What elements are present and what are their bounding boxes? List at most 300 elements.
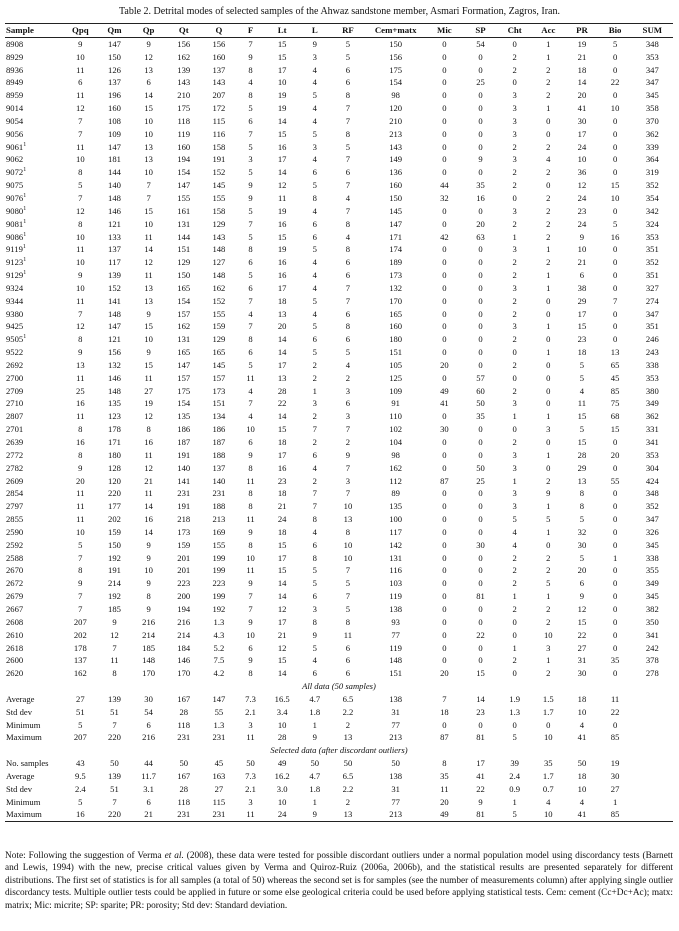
table-cell: 117 — [389, 526, 402, 537]
table-cell: 15 — [577, 411, 587, 422]
table-cell: 200 — [177, 591, 191, 602]
stats-cell: 5 — [512, 809, 517, 820]
table-cell: 157 — [212, 372, 226, 383]
table-row — [5, 308, 673, 321]
stats-cell: 1 — [312, 796, 317, 807]
table-cell: 19 — [144, 398, 153, 409]
table-cell: 25 — [476, 77, 485, 88]
table-cell: 338 — [645, 552, 659, 563]
sample-cell — [5, 500, 63, 513]
table-cell: 25 — [76, 385, 85, 396]
table-cell: 178 — [108, 424, 121, 435]
table-cell: 156 — [177, 38, 191, 49]
table-cell: 1 — [546, 655, 551, 666]
stats-cell: 6 — [146, 719, 151, 730]
table-cell: 2 — [512, 359, 517, 370]
sample-footnote-mark: 1 — [23, 167, 27, 174]
table-cell: 10 — [610, 192, 620, 203]
sample-id: 9119 — [6, 244, 23, 255]
table-cell: 146 — [108, 372, 121, 383]
table-cell: 5 — [312, 90, 317, 101]
table-cell: 9 — [112, 616, 117, 627]
table-cell: 180 — [108, 449, 121, 460]
table-cell: 173 — [177, 526, 191, 537]
table-cell: 6 — [345, 167, 351, 178]
sample-id: 9505 — [6, 334, 24, 345]
stats-row — [5, 770, 673, 783]
table-cell: 13 — [577, 475, 587, 486]
table-cell: 15 — [277, 424, 287, 435]
table-cell: 18 — [577, 64, 587, 75]
table-cell: 151 — [389, 347, 403, 358]
sample-id: 2797 — [6, 501, 24, 512]
stats-cell: 7.3 — [245, 693, 256, 704]
table-cell: 2 — [512, 385, 517, 396]
sample-cell — [5, 218, 63, 231]
table-cell: 0 — [478, 51, 483, 62]
table-cell: 0 — [442, 244, 447, 255]
table-cell: 32 — [440, 192, 449, 203]
table-cell: 6 — [248, 437, 253, 447]
table-cell: 223 — [177, 578, 191, 589]
stats-cell: 10 — [577, 706, 587, 717]
table-cell: 0 — [442, 205, 447, 216]
table-cell: 0 — [512, 77, 517, 88]
table-cell: 350 — [645, 616, 659, 627]
stats-cell: 13 — [343, 809, 353, 820]
table-cell: 0 — [612, 270, 618, 281]
table-cell: 0 — [442, 270, 447, 281]
table-cell: 162 — [389, 462, 403, 473]
table-cell: 141 — [177, 475, 191, 486]
table-cell: 0 — [478, 514, 483, 525]
table-cell: 158 — [212, 141, 226, 152]
table-cell: 8 — [345, 616, 351, 627]
table-cell: 186 — [212, 424, 226, 435]
table-cell: 0 — [612, 629, 618, 640]
table-cell: 14 — [277, 334, 287, 345]
table-cell: 15 — [610, 180, 620, 191]
table-cell: 9 — [78, 270, 83, 281]
table-cell: 0 — [546, 437, 551, 447]
sample-cell — [5, 552, 63, 565]
table-cell: 134 — [212, 411, 226, 422]
table-cell: 2 — [512, 218, 517, 229]
sample-id: 9380 — [6, 308, 24, 319]
table-cell: 11 — [343, 629, 353, 640]
table-cell: 0 — [442, 372, 447, 383]
table-cell: 8 — [312, 514, 317, 525]
table-cell: 10 — [144, 334, 153, 345]
table-cell: 148 — [212, 270, 226, 281]
table-cell: 326 — [645, 526, 659, 537]
table-cell: 144 — [177, 231, 191, 242]
table-cell: 355 — [645, 565, 659, 576]
table-cell: 14 — [277, 347, 287, 358]
sample-cell — [5, 436, 63, 449]
table-cell: 4 — [312, 282, 317, 293]
table-cell: 4 — [312, 115, 317, 126]
table-cell: 199 — [212, 552, 226, 563]
stats-cell: 6.5 — [342, 770, 354, 781]
table-cell: 214 — [142, 629, 156, 640]
sample-cell — [5, 526, 63, 539]
table-cell: 231 — [212, 488, 226, 499]
table-cell: 13 — [144, 141, 153, 152]
table-cell: 3 — [248, 154, 253, 165]
table-cell: 4 — [345, 231, 351, 242]
table-cell: 12 — [110, 629, 119, 640]
table-cell: 121 — [108, 334, 121, 345]
table-cell: 0 — [442, 462, 447, 473]
column-header: PR — [576, 25, 588, 35]
sample-id: 9072 — [6, 167, 24, 178]
table-cell: 0 — [546, 359, 551, 370]
table-cell: 0 — [478, 347, 483, 358]
table-cell: 9 — [248, 655, 253, 666]
table-cell: 0 — [442, 282, 447, 293]
table-cell: 278 — [645, 668, 659, 679]
table-cell: 31 — [577, 655, 587, 666]
stats-cell: 0 — [512, 719, 517, 730]
table-cell: 186 — [177, 424, 191, 435]
stats-cell: 167 — [177, 693, 191, 704]
stats-cell: 14 — [476, 693, 485, 704]
sample-id: 2679 — [6, 591, 24, 602]
sample-cell — [5, 642, 63, 655]
table-cell: 9 — [248, 180, 253, 191]
table-cell: 4 — [312, 270, 317, 281]
table-cell: 19 — [277, 90, 287, 101]
column-header: Qm — [107, 25, 122, 35]
sample-cell — [5, 590, 63, 603]
table-cell: 7.5 — [213, 655, 225, 666]
table-cell: 10 — [577, 244, 587, 255]
stats-label: Std dev — [6, 706, 33, 717]
table-cell: 11 — [144, 270, 153, 281]
table-cell: 17 — [277, 154, 287, 165]
table-cell: 0 — [612, 308, 618, 319]
sample-id: 2807 — [6, 411, 24, 422]
table-cell: 139 — [108, 270, 121, 281]
stats-cell: 7 — [442, 693, 447, 704]
sample-cell — [5, 513, 63, 526]
table-row — [5, 231, 673, 244]
table-cell: 11 — [246, 475, 255, 486]
table-cell: 8 — [312, 552, 317, 563]
sample-cell — [5, 166, 63, 179]
table-cell: 11 — [76, 64, 85, 75]
table-cell: 28 — [577, 449, 587, 460]
stats-label: No. samples — [6, 758, 49, 769]
table-cell: 0 — [442, 437, 447, 447]
table-cell: 5 — [312, 128, 317, 139]
table-cell: 8 — [248, 501, 253, 512]
stats-cell: 231 — [177, 732, 191, 743]
table-cell: 380 — [645, 385, 659, 396]
table-cell: 7 — [612, 295, 618, 306]
sample-cell — [5, 128, 63, 141]
table-cell: 0 — [546, 539, 551, 550]
table-cell: 6 — [248, 282, 253, 293]
table-row — [5, 256, 673, 269]
table-cell: 2 — [512, 295, 517, 306]
table-cell: 0 — [478, 321, 483, 332]
table-cell: 370 — [645, 115, 659, 126]
table-cell: 142 — [389, 539, 403, 550]
table-cell: 9 — [546, 488, 551, 499]
table-cell: 11 — [76, 141, 85, 152]
stats-cell: 23 — [476, 706, 485, 717]
table-cell: 8 — [248, 539, 253, 550]
table-cell: 158 — [212, 205, 226, 216]
table-cell: 12 — [144, 411, 153, 422]
table-cell: 170 — [177, 668, 191, 679]
table-cell: 185 — [108, 603, 121, 614]
table-cell: 3 — [546, 424, 551, 435]
table-cell: 127 — [212, 257, 226, 268]
table-cell: 12 — [144, 257, 153, 268]
sample-id: 9080 — [6, 205, 24, 216]
table-cell: 7 — [345, 424, 351, 435]
table-cell: 8 — [312, 616, 317, 627]
table-cell: 7 — [248, 603, 253, 614]
table-cell: 191 — [177, 449, 191, 460]
column-header: Qpq — [72, 25, 89, 35]
table-caption: Table 2. Detrital modes of selected samples of the Ahwaz sandstone member, Asmari Formation, Zagros, Iran. — [118, 6, 560, 17]
table-cell: 3 — [312, 141, 317, 152]
sample-id: 2782 — [6, 462, 24, 473]
table-cell: 143 — [212, 231, 226, 242]
table-cell: 20 — [577, 90, 587, 101]
table-cell: 13 — [277, 308, 287, 319]
table-cell: 157 — [177, 372, 191, 383]
table-cell: 30 — [577, 668, 587, 679]
table-cell: 362 — [645, 128, 659, 139]
table-cell: 8 — [248, 90, 253, 101]
table-cell: 75 — [610, 398, 620, 409]
note-text-italic: et al. — [164, 851, 184, 861]
stats-label: Maximum — [6, 809, 42, 820]
stats-row — [5, 719, 673, 732]
table-cell: 2 — [512, 167, 517, 178]
table-cell: 54 — [476, 38, 485, 49]
table-cell: 7 — [345, 488, 351, 499]
table-cell: 30 — [476, 539, 485, 550]
table-cell: 7 — [248, 321, 253, 332]
table-cell: 5 — [312, 565, 317, 576]
table-cell: 2 — [546, 231, 551, 242]
table-cell: 22 — [610, 77, 620, 88]
table-cell: 147 — [177, 359, 191, 370]
stats-row — [5, 757, 673, 770]
table-cell: 1 — [546, 51, 551, 62]
table-cell: 41 — [577, 103, 587, 114]
table-cell: 213 — [212, 514, 226, 525]
table-cell: 170 — [142, 668, 156, 679]
table-cell: 24 — [577, 218, 587, 229]
stats-cell — [632, 706, 673, 719]
table-cell: 7 — [78, 603, 83, 614]
table-cell: 154 — [177, 167, 191, 178]
stats-cell: 11 — [246, 809, 255, 820]
table-cell: 17 — [577, 308, 587, 319]
sample-id: 8908 — [6, 38, 24, 49]
table-cell: 174 — [389, 244, 403, 255]
table-cell: 353 — [645, 231, 659, 242]
table-cell: 216 — [142, 616, 156, 627]
table-cell: 9 — [146, 308, 151, 319]
table-cell: 0 — [478, 244, 483, 255]
table-cell: 14 — [144, 90, 153, 101]
table-cell: 210 — [177, 90, 191, 101]
table-cell: 10 — [343, 539, 353, 550]
stats-cell: 11 — [246, 732, 255, 743]
sample-cell — [5, 539, 63, 552]
table-cell: 319 — [645, 167, 659, 178]
table-cell: 0 — [478, 642, 483, 653]
table-cell: 2 — [512, 552, 517, 563]
table-cell: 1 — [546, 526, 551, 537]
table-cell: 13 — [144, 64, 153, 75]
table-cell: 29 — [577, 295, 587, 306]
table-cell: 3 — [312, 398, 317, 409]
stats-cell: 2.2 — [342, 783, 354, 794]
table-cell: 148 — [108, 192, 121, 203]
table-cell: 3 — [512, 462, 517, 473]
stats-cell: 1.5 — [542, 693, 554, 704]
table-cell: 8 — [146, 424, 151, 435]
sample-cell — [5, 243, 63, 256]
table-cell: 102 — [389, 424, 403, 435]
stats-cell: 8 — [442, 758, 447, 769]
detrital-modes-table — [5, 23, 673, 822]
table-cell: 21 — [277, 629, 287, 640]
table-cell: 60 — [476, 385, 485, 396]
table-cell: 145 — [212, 359, 226, 370]
table-cell: 125 — [389, 372, 403, 383]
table-cell: 2 — [312, 372, 317, 383]
stats-cell: 0 — [546, 719, 551, 730]
table-cell: 3 — [512, 115, 517, 126]
table-cell: 354 — [645, 192, 659, 203]
table-cell: 0 — [612, 244, 618, 255]
table-cell: 137 — [108, 77, 121, 88]
table-cell: 3 — [312, 51, 317, 62]
table-cell: 7 — [248, 218, 253, 229]
table-cell: 201 — [177, 565, 191, 576]
stats-cell: 1.3 — [509, 706, 521, 717]
table-cell: 0 — [612, 90, 618, 101]
sample-id: 2670 — [6, 565, 24, 576]
table-cell: 15 — [277, 38, 287, 49]
table-cell: 89 — [391, 488, 400, 499]
table-cell: 159 — [212, 321, 226, 332]
table-cell: 364 — [645, 154, 659, 165]
table-cell: 91 — [391, 398, 400, 409]
sample-cell — [5, 667, 63, 680]
stats-cell: 27 — [214, 783, 224, 794]
stats-cell: 51 — [110, 783, 119, 794]
table-cell: 147 — [389, 218, 403, 229]
table-cell: 5 — [248, 167, 253, 178]
table-row — [5, 603, 673, 616]
table-cell: 0 — [478, 141, 483, 152]
table-cell: 13 — [277, 372, 287, 383]
table-cell: 0 — [442, 77, 447, 88]
table-cell: 349 — [645, 578, 659, 589]
stats-cell: 7 — [112, 796, 117, 807]
stats-cell: 51 — [76, 706, 85, 717]
table-cell: 13 — [144, 295, 153, 306]
table-cell: 0 — [442, 578, 447, 589]
table-cell: 3 — [546, 642, 551, 653]
table-cell: 0 — [478, 167, 483, 178]
table-note — [5, 850, 673, 912]
table-cell: 6 — [345, 398, 351, 409]
sample-id: 9061 — [6, 141, 24, 152]
stats-cell: 2 — [345, 719, 351, 730]
table-cell: 0 — [478, 424, 483, 435]
sample-cell — [5, 89, 63, 102]
sample-cell — [5, 231, 63, 244]
table-cell: 9 — [478, 154, 483, 165]
table-row — [5, 320, 673, 333]
table-cell: 36 — [577, 167, 587, 178]
table-cell: 11 — [76, 411, 85, 422]
sample-id: 2620 — [6, 668, 24, 679]
table-cell: 35 — [476, 411, 485, 422]
stats-cell: 18 — [440, 706, 449, 717]
table-cell: 3 — [512, 501, 517, 512]
table-cell: 8 — [248, 244, 253, 255]
sample-id: 9076 — [6, 192, 24, 203]
table-cell: 8 — [345, 321, 351, 332]
table-row — [5, 269, 673, 282]
table-cell: 0 — [442, 655, 447, 666]
stats-cell: 10 — [544, 732, 553, 743]
stats-cell: 27 — [76, 693, 85, 704]
table-cell: 7 — [78, 591, 83, 602]
table-cell: 5 — [248, 103, 253, 114]
sample-cell — [5, 564, 63, 577]
table-cell: 7 — [345, 565, 351, 576]
table-cell: 2 — [512, 270, 517, 281]
sample-id: 9081 — [6, 218, 24, 229]
sample-id: 9086 — [6, 231, 24, 242]
table-cell: 3 — [512, 128, 517, 139]
table-cell: 49 — [440, 385, 449, 396]
table-cell: 347 — [645, 77, 659, 88]
stats-cell: 49 — [277, 758, 287, 769]
table-cell: 10 — [144, 218, 153, 229]
table-cell: 0 — [546, 462, 551, 473]
sample-footnote-mark: 1 — [23, 218, 27, 225]
table-cell: 11 — [76, 514, 85, 525]
table-cell: 145 — [389, 205, 403, 216]
stats-label: Average — [6, 770, 35, 781]
table-cell: 213 — [389, 128, 403, 139]
table-cell: 12 — [577, 603, 587, 614]
table-cell: 129 — [212, 218, 226, 229]
table-cell: 5 — [612, 218, 618, 229]
table-cell: 2 — [546, 205, 551, 216]
stats-cell: 16.5 — [274, 693, 290, 704]
table-cell: 11 — [76, 295, 85, 306]
table-cell: 25 — [476, 475, 485, 486]
sample-id: 2854 — [6, 488, 24, 499]
table-cell: 0 — [478, 128, 483, 139]
